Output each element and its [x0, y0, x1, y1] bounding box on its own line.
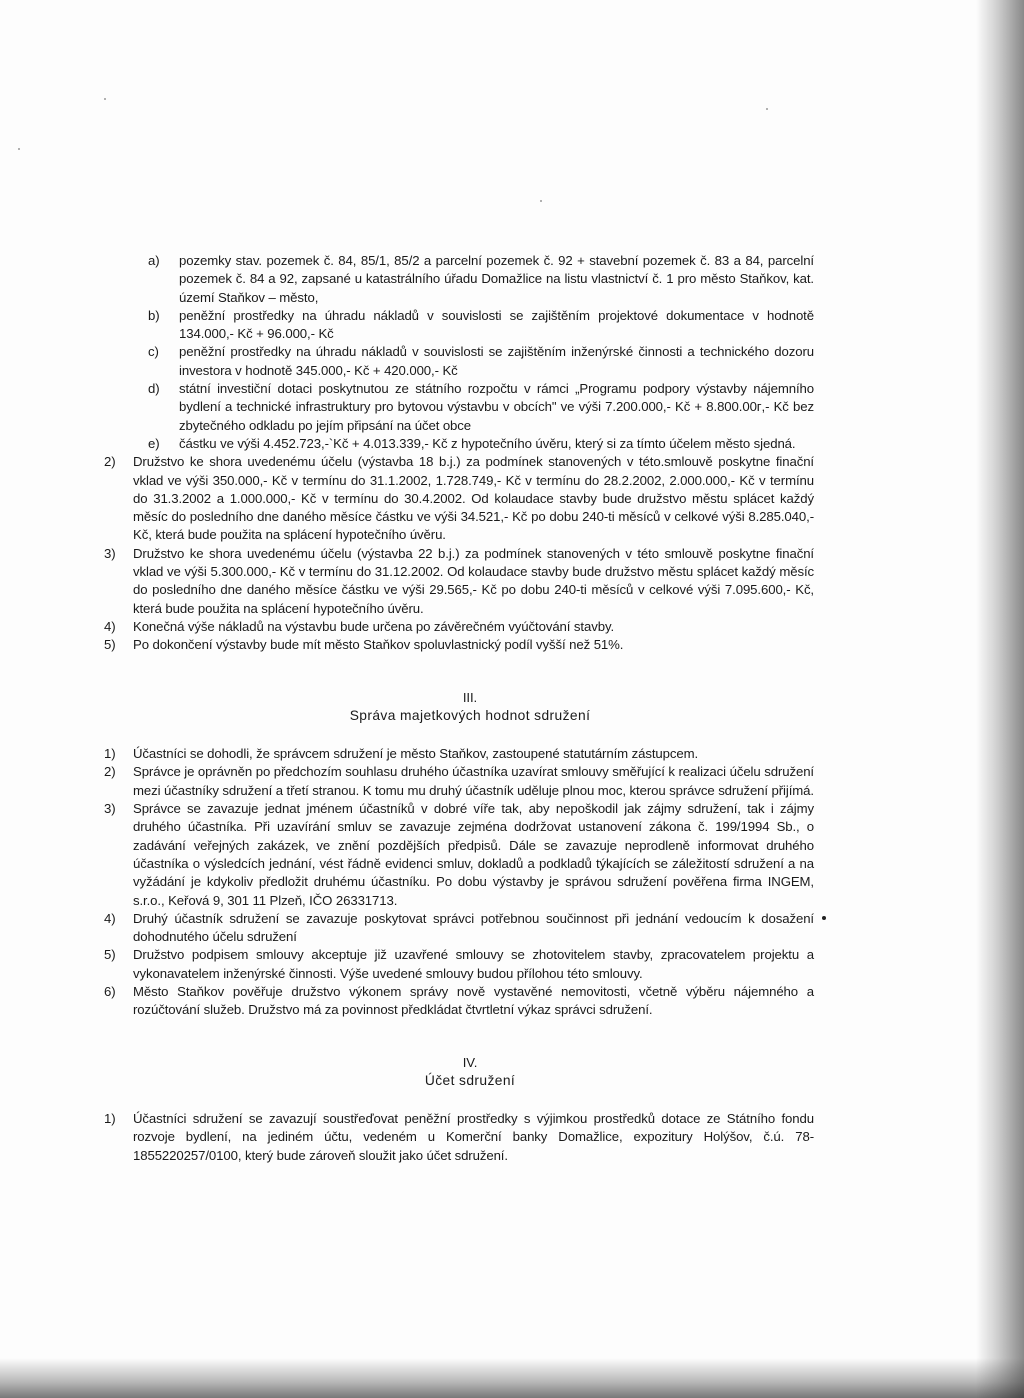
list-item	[104, 307, 814, 344]
numbered-item	[104, 618, 814, 636]
item-number: 4)	[104, 910, 116, 926]
numbered-item	[104, 545, 814, 618]
list-item-text: peněžní prostředky na úhradu nákladů v souvislosti se zajištěním projektové dokumentace v hodnotě 134.000,- Kč + 96.000,- Kč	[179, 307, 814, 342]
item-text: Město Staňkov pověřuje družstvo výkonem správy nově vystavěné nemovitosti, včetně výběru nájemného a rozúčtování služeb. Družstvo má za povinnost předkládat čtvrtletní výkaz správci sdružení.	[133, 983, 814, 1018]
list-item-label: b)	[148, 307, 160, 323]
list-item	[104, 435, 814, 453]
section-number: III.	[462, 689, 478, 705]
numbered-item	[104, 910, 814, 947]
item-text: Družstvo ke shora uvedenému účelu (výstavba 18 b.j.) za podmínek stanovených v této.smlouvě poskytne finační vklad ve výši 350.000,- Kč v termínu do 31.1.2002, 1.728.749,- Kč v termínu do 28.2.2002, 2.000.000,- Kč v termínu do 31.3.2002 a 1.000.000,- Kč v termínu do 30.4.2002. Od kolaudace stavby bude družstvo městu splácet každý měsíc do posledního dne daného měsíce částku ve výši 34.521,- Kč po dobu 240-ti měsíců v celkové výši 8.285.040,- Kč, která bude použita na splácení hypotečního úvěru.	[133, 454, 814, 543]
item-text: Účastníci se dohodli, že správcem sdružení je město Staňkov, zastoupené statutárním zástupcem.	[133, 746, 699, 762]
numbered-item	[104, 763, 814, 800]
list-item-label: d)	[148, 381, 160, 397]
item-number: 5)	[104, 637, 116, 653]
scan-speck	[18, 148, 20, 150]
section-title: Účet sdružení	[424, 1072, 516, 1088]
document-body	[104, 252, 814, 1165]
numbered-item	[104, 745, 814, 763]
list-item-text: peněžní prostředky na úhradu nákladů v souvislosti se zajištěním inženýrské činnosti a technického dozoru investora v hodnotě 345.000,- Kč + 420.000,- Kč	[179, 344, 814, 378]
scan-dot-mark	[822, 916, 826, 920]
item-number: 2)	[104, 764, 116, 780]
item-text: Správce je oprávněn po předchozím souhlasu druhého účastníka uzavírat smlouvy směřující k realizaci účelu sdružení mezi účastníky sdružení a třetí stranou. K tomu mu druhý účastník uděluje plnou moc, kterou správce sdružení přijímá.	[133, 764, 814, 798]
item-number: 4)	[104, 618, 116, 634]
scan-edge-shadow	[976, 0, 1024, 1398]
item-number: 3)	[104, 801, 116, 817]
list-item-label: e)	[148, 435, 160, 451]
numbered-item	[104, 453, 814, 544]
item-number: 5)	[104, 947, 116, 963]
scan-edge-shadow	[0, 1358, 1024, 1398]
numbered-item	[104, 800, 814, 910]
list-item-label: a)	[148, 253, 160, 268]
item-number: 3)	[104, 545, 116, 561]
section-title: Správa majetkových hodnot sdružení	[349, 707, 591, 723]
numbered-item	[104, 983, 814, 1020]
item-text: Družstvo podpisem smlouvy akceptuje již uzavřené smlouvy se zhotovitelem stavby, zpracovatelem projektu a vykonavatelem inženýrské činnosti. Výše uvedené smlouvy budou přílohou této smlouvy.	[133, 947, 814, 981]
list-item-text: státní investiční dotaci poskytnutou ze státního rozpočtu v rámci „Programu podpory výstavby nájemního bydlení a technické infrastruktury pro bytovou výstavbu v obcích" ve výši 7.200.000,- Kč + 8.800.00ᴦ,- Kč bez zbytečného odkladu po jejím připsání na účet obce	[179, 381, 814, 433]
item-text: Konečná výše nákladů na výstavbu bude určena po závěrečném vyúčtování stavby.	[133, 618, 615, 634]
scan-speck	[104, 98, 106, 100]
item-number: 6)	[104, 983, 116, 999]
list-item	[104, 343, 814, 380]
scan-speck	[766, 108, 768, 110]
list-item-text: pozemky stav. pozemek č. 84, 85/1, 85/2 a parcelní pozemek č. 92 + stavební pozemek č. 83 a 84, parcelní pozemek č. 84 a 92, zapsané u katastrálního úřadu Domažlice na listu vlastnictví č. 1 pro město Staňkov, kat. území Staňkov – město,	[179, 253, 814, 305]
list-item-label: c)	[148, 344, 159, 360]
item-text: Správce se zavazuje jednat jménem účastníků v dobré víře tak, aby nepoškodil jak zájmy sdružení, tak i zájmy druhého účastníka. Při uzavírání smluv se zavazuje zejména dodržovat ustanovení zákona č. 199/1994 Sb., o zadávání veřejných zakázek, ve znění pozdějších předpisů. Dále se zavazuje neprodleně informovat druhého účastníka o výsledcích jednání, vést řádně evidenci smluv, dokladů a podkladů týkajících se záležitostí sdružení a na vyžádání je kdykoliv předložit druhému účastníku. Po dobu výstavby je správou sdružení pověřena firma INGEM, s.r.o., Keřová 9, 301 11 Plzeň, IČO 26331713.	[133, 801, 814, 908]
list-item	[104, 380, 814, 435]
item-text: Po dokončení výstavby bude mít město Staňkov spoluvlastnický podíl vyšší než 51%.	[133, 637, 624, 653]
item-number: 1)	[104, 746, 116, 762]
item-text: Účastníci sdružení se zavazují soustřeďovat peněžní prostředky s výjimkou prostředků dotace ze Státního fondu rozvoje bydlení, na jediném účtu, vedeném u Komerční banky Domažlice, expozitury Holýšov, č.ú. 78-1855220257/0100, který bude zároveň sloužit jako účet sdružení.	[133, 1111, 814, 1163]
item-number: 1)	[104, 1111, 116, 1127]
numbered-item	[104, 946, 814, 983]
list-item-text: částku ve výši 4.452.723,-`Kč + 4.013.339,- Kč z hypotečního úvěru, který si za tímto účelem město sjedná.	[179, 435, 796, 451]
list-item	[104, 252, 814, 307]
scan-speck	[540, 200, 542, 202]
item-text: Družstvo ke shora uvedenému účelu (výstavba 22 b.j.) za podmínek stanovených v této smlouvě poskytne finační vklad ve výši 5.300.000,- Kč v termínu do 31.12.2002. Od kolaudace stavby bude družstvo městu splácet každý měsíc do posledního dne daného měsíce částku ve výši 29.565,- Kč po dobu 240-ti měsíců v celkové výši 7.095.600,- Kč, která bude použita na splácení hypotečního úvěru.	[133, 545, 814, 616]
item-text: Druhý účastník sdružení se zavazuje poskytovat správci potřebnou součinnost při jednání vedoucím k dosažení dohodnutého účelu sdružení	[133, 910, 814, 945]
section-number: IV.	[462, 1054, 478, 1070]
item-number: 2)	[104, 454, 116, 470]
numbered-item	[104, 636, 814, 654]
numbered-item	[104, 1110, 814, 1165]
